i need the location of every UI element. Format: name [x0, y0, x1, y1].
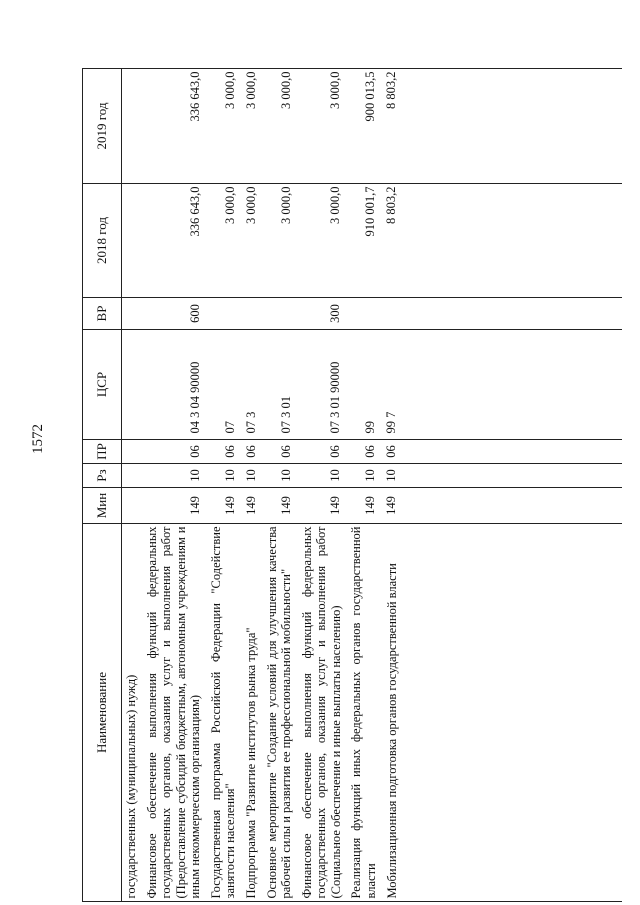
row-csr: 99 — [363, 421, 377, 434]
header-rz: Рз — [83, 464, 122, 488]
row-rz: 10 — [278, 469, 293, 482]
row-min: 149 — [278, 496, 293, 515]
row-2018: 8 803,2 — [384, 186, 398, 224]
header-min: Мин — [83, 488, 122, 524]
table-row — [242, 69, 263, 902]
row-rz: 10 — [328, 469, 342, 482]
row-pr: 06 — [328, 445, 342, 458]
header-csr: ЦСР — [83, 330, 122, 440]
row-rz: 10 — [243, 469, 258, 482]
row-name: Мобилизационная подготовка органов государственной власти — [384, 563, 399, 899]
row-min: 149 — [363, 496, 377, 515]
row-2018: 3 000,0 — [328, 186, 342, 224]
row-pr: 06 — [384, 445, 398, 458]
row-2019: 3 000,0 — [328, 71, 342, 109]
rotated-page — [82, 42, 640, 902]
row-min: 149 — [222, 496, 237, 515]
table-header-row — [83, 69, 122, 902]
header-vr: ВР — [83, 298, 122, 330]
row-min: 149 — [187, 496, 202, 515]
row-name: Основное мероприятие "Создание условий для улучшения качества рабочей силы и развития ее профессиональной мобильности" — [264, 526, 293, 899]
table-row — [122, 69, 143, 902]
budget-table — [82, 68, 403, 902]
row-min: 149 — [243, 496, 258, 515]
row-csr: 04 3 04 90000 — [187, 361, 202, 434]
header-pr: ПР — [83, 440, 122, 464]
header-name: Наименование — [83, 524, 122, 902]
row-pr: 06 — [243, 445, 258, 458]
row-2019: 3 000,0 — [243, 71, 258, 109]
row-name: Реализация функций иных федеральных органов государственной власти — [349, 526, 378, 899]
row-rz: 10 — [222, 469, 237, 482]
row-csr: 07 — [222, 421, 237, 434]
row-2018: 3 000,0 — [278, 186, 293, 224]
row-pr: 06 — [187, 445, 202, 458]
row-vr — [382, 298, 403, 330]
row-csr: 07 3 01 — [278, 396, 293, 434]
row-pr: 06 — [222, 445, 237, 458]
row-name: Финансовое обеспечение выполнения функций федеральных государственных органов, оказания услуг и выполнения работ (Предоставление субсидий бюджетным, автономным учреждениям и иным некоммерческим организациям) — [144, 526, 202, 899]
row-vr — [242, 298, 263, 330]
row-2019: 3 000,0 — [278, 71, 293, 109]
row-2018: 3 000,0 — [222, 186, 237, 224]
row-vr: 300 — [328, 304, 342, 323]
row-2019: 3 000,0 — [222, 71, 237, 109]
row-2018: 910 001,7 — [363, 186, 377, 237]
table-row — [298, 69, 348, 902]
header-2018: 2018 год — [83, 184, 122, 298]
row-2019: 336 643,0 — [187, 71, 202, 122]
row-vr — [263, 298, 298, 330]
row-name: Финансовое обеспечение выполнения функций федеральных государственных органов, оказания услуг и выполнения работ (Социальное обеспечение и иные выплаты населению) — [299, 526, 343, 899]
row-pr: 06 — [363, 445, 377, 458]
continuation-text: государственных (муниципальных) нужд) — [124, 674, 138, 899]
row-name: Государственная программа Российской Федерации "Содействие занятости населения" — [208, 526, 237, 899]
page-number: 1572 — [30, 424, 46, 454]
table-row — [382, 69, 403, 902]
row-name: Подпрограмма "Развитие институтов рынка труда" — [244, 627, 258, 899]
row-min: 149 — [384, 496, 398, 515]
row-2018: 336 643,0 — [187, 186, 202, 237]
row-rz: 10 — [384, 469, 398, 482]
table-row — [143, 69, 207, 902]
row-rz: 10 — [187, 469, 202, 482]
row-pr: 06 — [278, 445, 293, 458]
budget-table-container — [82, 42, 640, 902]
row-vr: 600 — [187, 304, 202, 323]
table-row — [347, 69, 382, 902]
row-vr — [347, 298, 382, 330]
row-2018: 3 000,0 — [243, 186, 258, 224]
row-vr — [207, 298, 242, 330]
row-csr: 99 7 — [384, 411, 398, 434]
row-csr: 07 3 01 90000 — [328, 361, 342, 434]
table-row — [263, 69, 298, 902]
row-rz: 10 — [363, 469, 377, 482]
row-csr: 07 3 — [243, 411, 258, 434]
row-2019: 8 803,2 — [384, 71, 398, 109]
row-min: 149 — [328, 496, 342, 515]
header-2019: 2019 год — [83, 69, 122, 184]
table-row — [207, 69, 242, 902]
row-2019: 900 013,5 — [363, 71, 377, 122]
